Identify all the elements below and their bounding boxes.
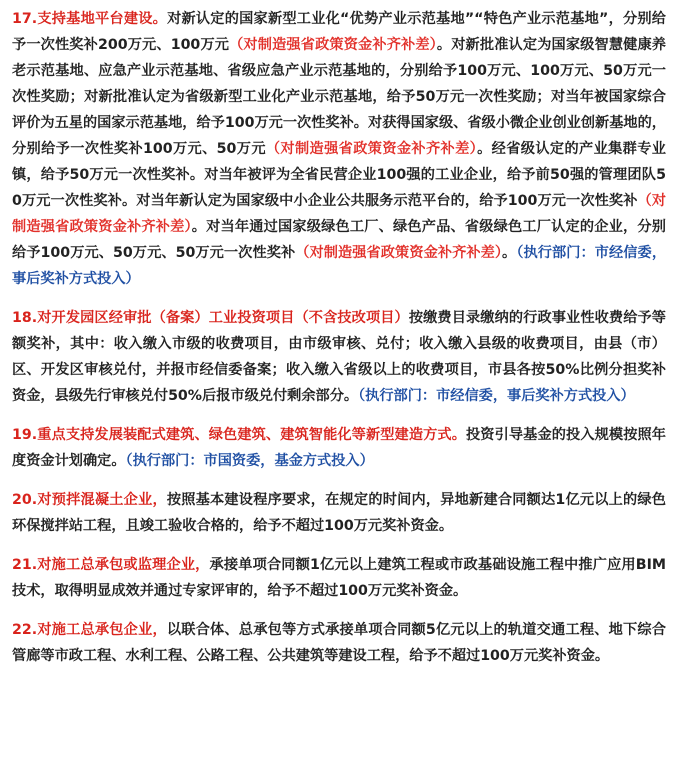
- item-number: 17.: [12, 11, 38, 27]
- item-number: 20.: [12, 492, 38, 508]
- policy-item-19: [12, 422, 666, 474]
- policy-item-18: [12, 305, 666, 409]
- item-body: 。: [502, 245, 517, 261]
- item-title: 重点支持发展装配式建筑、绿色建筑、建筑智能化等新型建造方式。: [37, 427, 466, 443]
- item-number: 22.: [12, 622, 38, 638]
- item-body: 。对当年通过国家级绿色工厂、绿色产品、省级绿色工厂认定的企业，分别给予100万元、50万元、50万元一次性奖补: [12, 219, 666, 261]
- item-title: 对预拌混凝土企业，: [37, 492, 167, 508]
- item-number: 19.: [12, 427, 38, 443]
- item-number: 21.: [12, 557, 38, 573]
- item-body: 承接单项合同额1亿元以上建筑工程或市政基础设施工程中推广应用BIM技术，取得明显成效并通过专家评审的，给予不超过100万元奖补资金。: [12, 557, 666, 599]
- item-body: 按缴费目录缴纳的行政事业性收费给予等额奖补，其中：收入缴入市级的收费项目，由市级审核、兑付；收入缴入县级的收费项目，由县（市）区、开发区审核兑付，并报市经信委备案；收入缴入省级以上的收费项目，市县各按50%比例分担奖补资金，县级先行审核兑付50%后报市级兑付剩余部分。: [12, 310, 666, 404]
- item-number: 18.: [12, 310, 38, 326]
- item-body: 以联合体、总承包等方式承接单项合同额5亿元以上的轨道交通工程、地下综合管廊等市政工程、水利工程、公路工程、公共建筑等建设工程，给予不超过100万元奖补资金。: [12, 622, 666, 664]
- item-body: 按照基本建设程序要求，在规定的时间内，异地新建合同额达1亿元以上的绿色环保搅拌站工程，且竣工验收合格的，给予不超过100万元奖补资金。: [12, 492, 666, 534]
- policy-item-22: [12, 617, 666, 669]
- policy-item-17: [12, 6, 666, 292]
- item-body: 对新认定的国家新型工业化“优势产业示范基地”“特色产业示范基地”，分别给予一次性奖补200万元、100万元: [12, 11, 666, 53]
- item-body: 。经省级认定的产业集群专业镇，给予50万元一次性奖补。对当年被评为全省民营企业100强的工业企业，给予前50强的管理团队50万元一次性奖补。对当年新认定为国家级中小企业公共服务示范平台的，给予100万元一次性奖补: [12, 141, 666, 209]
- item-body: 。对新批准认定为国家级智慧健康养老示范基地、应急产业示范基地、省级应急产业示范基地的，分别给予100万元、100万元、50万元一次性奖励；对新批准认定为省级新型工业化产业示范基地，给予50万元一次性奖励；对当年被国家综合评价为五星的国家示范基地，给予100万元一次性奖补。对获得国家级、省级小微企业创业创新基地的，分别给予一次性奖补100万元、50万元: [12, 37, 666, 157]
- policy-item-20: [12, 487, 666, 539]
- executing-department: （执行部门：市国资委，基金方式投入）: [125, 453, 374, 469]
- funding-note: （对制造强省政策资金补齐补差）: [12, 193, 666, 235]
- executing-department: （执行部门：市经信委，事后奖补方式投入）: [12, 245, 667, 287]
- item-title: 对开发园区经审批（备案）工业投资项目（不含技改项目）: [37, 310, 409, 326]
- funding-note: （对制造强省政策资金补齐补差）: [295, 245, 503, 261]
- executing-department: （执行部门：市经信委，事后奖补方式投入）: [358, 388, 635, 404]
- item-title: 对施工总承包企业，: [37, 622, 167, 638]
- item-title: 支持基地平台建设。: [37, 11, 168, 27]
- funding-note: （对制造强省政策资金补齐补差）: [229, 37, 437, 53]
- funding-note: （对制造强省政策资金补齐补差）: [265, 141, 478, 157]
- item-title: 对施工总承包或监理企业，: [37, 557, 210, 573]
- policy-item-21: [12, 552, 666, 604]
- item-body: 投资引导基金的投入规模按照年度资金计划确定。: [12, 427, 666, 469]
